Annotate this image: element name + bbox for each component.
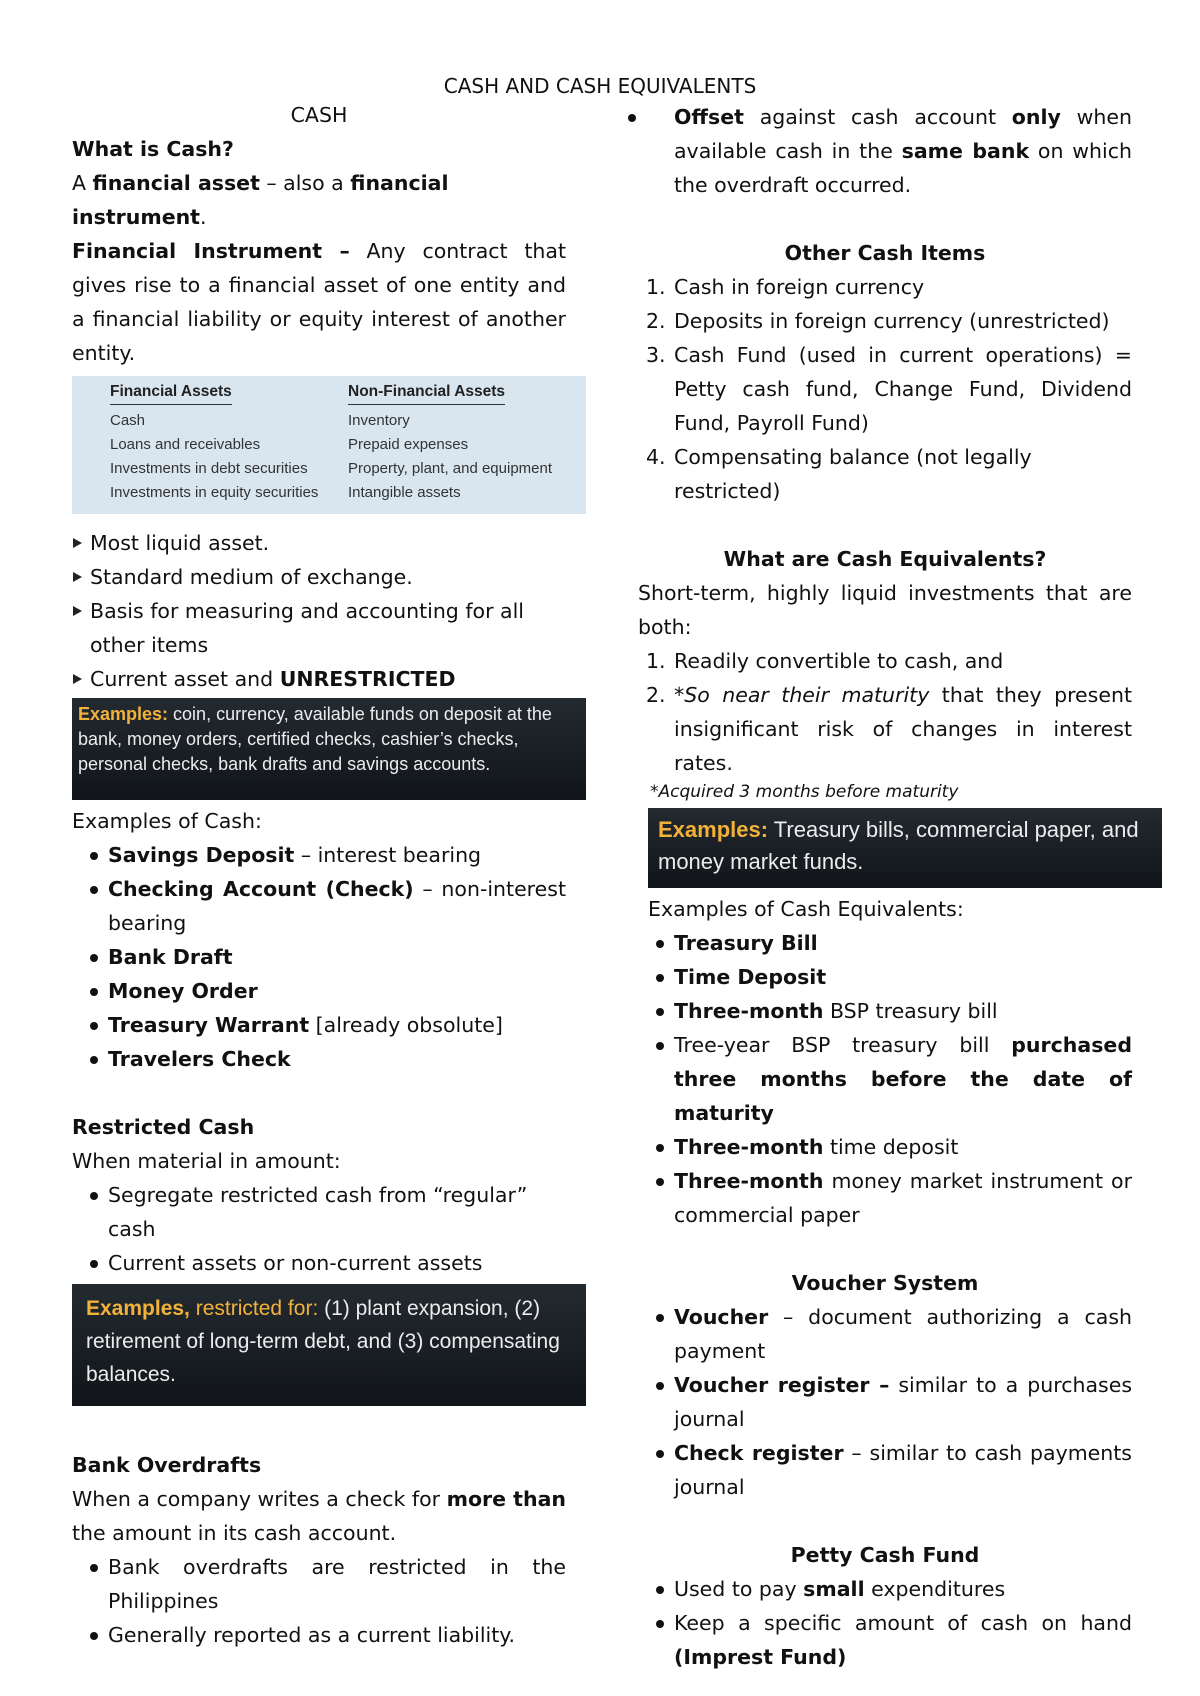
table-cell: Investments in equity securities	[110, 484, 319, 501]
voucher-list	[638, 1300, 1132, 1504]
non-financial-assets-column	[348, 380, 586, 508]
cash-equivalents-heading: What are Cash Equivalents?	[723, 547, 1047, 571]
overdraft-intro: When a company writes a check for more than the amount in its cash account.	[72, 1487, 567, 1545]
other-cash-items-heading: Other Cash Items	[784, 241, 986, 265]
list-item: Treasury Warrant [already obsolute]	[72, 1008, 566, 1042]
list-item: Money Order	[72, 974, 566, 1008]
list-item: Three-month BSP treasury bill	[638, 994, 1132, 1028]
list-item: Bank overdrafts are restricted in the Philippines	[72, 1550, 566, 1618]
restricted-intro: When material in amount:	[72, 1149, 341, 1173]
petty-cash-list	[638, 1572, 1132, 1674]
list-item: Three-month time deposit	[638, 1130, 1132, 1164]
asset-comparison-table	[72, 376, 586, 514]
list-item: 3. Cash Fund (used in current operations) = Petty cash fund, Change Fund, Dividend Fund, Payroll Fund)	[646, 343, 1132, 435]
list-item: Voucher register – similar to a purchases journal	[638, 1368, 1132, 1436]
list-item: Tree-year BSP treasury bill purchased three months before the date of maturity	[638, 1028, 1132, 1130]
cash-equivalents-examples-list	[638, 926, 1132, 1232]
list-item: Segregate restricted cash from “regular” cash	[72, 1178, 566, 1246]
cash-equivalents-criteria	[638, 644, 1132, 780]
cash-characteristics-list	[72, 526, 566, 696]
table-cell: Investments in debt securities	[110, 460, 308, 477]
non-financial-assets-title: Non-Financial Assets	[348, 380, 505, 405]
financial-instrument-definition: Financial Instrument – Any contract that gives rise to a financial asset of one entity and a financial liability or equity interest of another entity.	[72, 239, 566, 365]
list-item: 1. Readily convertible to cash, and	[646, 649, 1004, 673]
list-item: 2. *So near their maturity that they present insignificant risk of changes in interest rates.	[646, 683, 1132, 775]
list-item: Time Deposit	[638, 960, 1132, 994]
financial-assets-title: Financial Assets	[110, 380, 232, 405]
list-item: Basis for measuring and accounting for all other items	[72, 594, 566, 662]
list-item: 2. Deposits in foreign currency (unrestricted)	[646, 309, 1110, 333]
cash-examples-box: Examples: coin, currency, available funds on deposit at the bank, money orders, certified checks, cashier’s checks, personal checks, bank drafts and savings accounts.	[72, 698, 586, 800]
what-is-cash-heading: What is Cash?	[72, 137, 234, 161]
restricted-examples-box: Examples, restricted for: (1) plant expansion, (2) retirement of long-term debt, and (3) compensating balances.	[72, 1284, 586, 1406]
list-item: Generally reported as a current liability.	[72, 1618, 566, 1652]
list-item: Bank Draft	[72, 940, 566, 974]
list-item: Offset against cash account only when available cash in the same bank on which the overdraft occurred.	[610, 100, 1132, 202]
other-cash-items-list	[608, 270, 1132, 508]
right-column	[638, 100, 1139, 1674]
list-item: Standard medium of exchange.	[72, 560, 566, 594]
bank-overdrafts-heading: Bank Overdrafts	[72, 1453, 262, 1477]
cash-equivalents-intro: Short-term, highly liquid investments that are both:	[638, 581, 1132, 639]
list-item: Current assets or non-current assets	[72, 1246, 566, 1280]
table-cell: Loans and receivables	[110, 436, 261, 453]
cash-examples-list	[72, 838, 566, 1076]
list-item: Checking Account (Check) – non-interest bearing	[72, 872, 566, 940]
list-item: Treasury Bill	[638, 926, 1132, 960]
table-cell: Cash	[110, 412, 146, 429]
cash-heading: CASH	[290, 103, 348, 127]
restricted-cash-heading: Restricted Cash	[72, 1115, 255, 1139]
examples-of-cash-title: Examples of Cash:	[72, 809, 262, 833]
financial-assets-column	[110, 380, 348, 508]
document-title: CASH AND CASH EQUIVALENTS	[443, 74, 757, 98]
list-item: Keep a specific amount of cash on hand (Imprest Fund)	[638, 1606, 1132, 1674]
offset-list	[610, 100, 1132, 202]
list-item: Used to pay small expenditures	[638, 1572, 1132, 1606]
table-cell: Intangible assets	[348, 484, 461, 501]
list-item: Three-month money market instrument or commercial paper	[638, 1164, 1132, 1232]
list-item: Current asset and UNRESTRICTED	[72, 662, 566, 696]
table-cell: Inventory	[348, 412, 410, 429]
petty-cash-heading: Petty Cash Fund	[790, 1543, 980, 1567]
list-item: Most liquid asset.	[72, 526, 566, 560]
table-cell: Prepaid expenses	[348, 436, 469, 453]
cash-equivalents-examples-title: Examples of Cash Equivalents:	[648, 897, 964, 921]
list-item: 4. Compensating balance (not legally restricted)	[646, 445, 1032, 503]
left-column	[72, 98, 566, 1652]
cash-equivalents-examples-box: Examples: Treasury bills, commercial paper, and money market funds.	[648, 808, 1162, 888]
list-item: Voucher – document authorizing a cash payment	[638, 1300, 1132, 1368]
list-item: Travelers Check	[72, 1042, 566, 1076]
voucher-system-heading: Voucher System	[791, 1271, 979, 1295]
table-cell: Property, plant, and equipment	[348, 460, 553, 477]
list-item: Check register – similar to cash payments journal	[638, 1436, 1132, 1504]
list-item: 1. Cash in foreign currency	[646, 275, 925, 299]
restricted-list	[72, 1178, 566, 1280]
list-item: Savings Deposit – interest bearing	[72, 838, 566, 872]
financial-asset-line: A financial asset – also a financial instrument.	[72, 171, 449, 229]
overdraft-list	[72, 1550, 566, 1652]
maturity-note: *Acquired 3 months before maturity	[650, 782, 959, 802]
